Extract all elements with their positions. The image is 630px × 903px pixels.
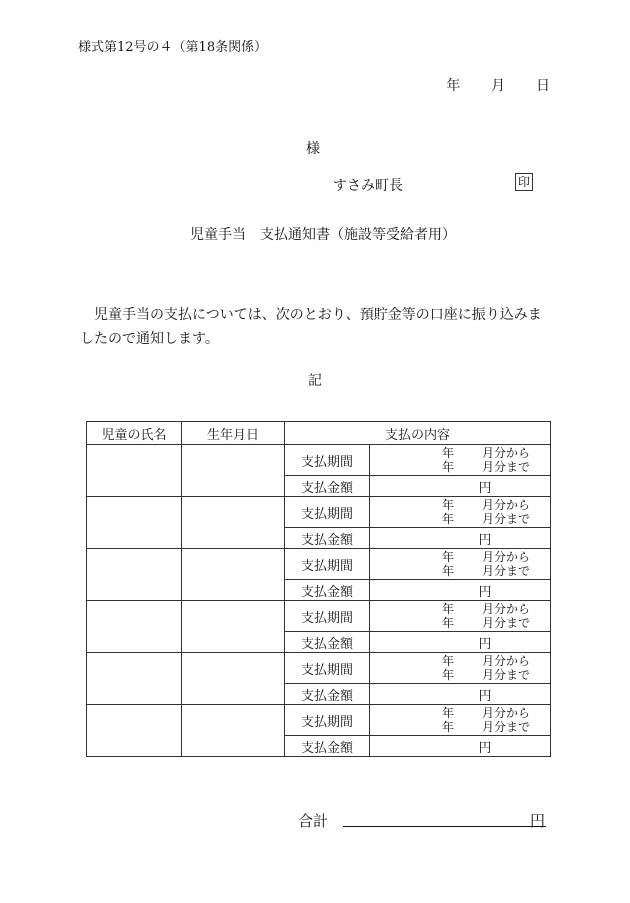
period-to [370,668,550,682]
amount-label: 支払金額 [285,632,370,653]
child-name-cell [87,653,182,705]
total-label: 合計 [298,812,329,830]
table-row [87,705,551,736]
body-text: 児童手当の支払については、次のとおり、預貯金等の口座に振り込みましたので通知します。 [80,307,542,347]
period-to-suffix: 月分まで [482,668,531,682]
period-from [370,654,550,668]
period-from-year: 年 [442,602,455,616]
total-underline [343,826,546,827]
period-to-year: 年 [442,720,455,734]
period-to [370,720,550,734]
period-to [370,512,550,526]
period-to-year: 年 [442,512,455,526]
period-from [370,706,550,720]
table-row [87,549,551,580]
table-row [87,445,551,476]
child-name-cell [87,705,182,757]
recipient-suffix: 様 [306,141,320,157]
period-label: 支払期間 [285,445,370,476]
amount-label: 支払金額 [285,736,370,757]
birthdate-cell [182,705,285,757]
period-value [370,601,551,632]
period-label: 支払期間 [285,705,370,736]
period-to [370,460,550,474]
ki-heading: 記 [308,373,322,389]
form-number: 様式第12号の４（第18条関係） [78,40,268,55]
table-row [87,601,551,632]
period-from [370,602,550,616]
period-to-suffix: 月分まで [482,616,531,630]
period-from-year: 年 [442,550,455,564]
period-to-suffix: 月分まで [482,720,531,734]
seal-mark: 印 [515,173,533,191]
amount-value: 円 [370,528,551,549]
period-from-year: 年 [442,706,455,720]
period-to-year: 年 [442,564,455,578]
period-from [370,550,550,564]
period-from-suffix: 月分から [482,602,531,616]
document-title: 児童手当 支払通知書（施設等受給者用） [190,227,456,243]
child-name-cell [87,601,182,653]
period-label: 支払期間 [285,653,370,684]
period-from [370,446,550,460]
period-from-suffix: 月分から [482,706,531,720]
period-from-year: 年 [442,654,455,668]
period-from-suffix: 月分から [482,550,531,564]
birthdate-cell [182,653,285,705]
amount-value: 円 [370,580,551,601]
child-name-cell [87,445,182,497]
header-child-name: 児童の氏名 [87,422,182,445]
period-value [370,445,551,476]
period-value [370,653,551,684]
birthdate-cell [182,497,285,549]
period-label: 支払期間 [285,497,370,528]
amount-label: 支払金額 [285,684,370,705]
date-month: 月 [491,78,506,94]
amount-value: 円 [370,476,551,497]
issuer-name: すさみ町長 [333,178,403,194]
child-name-cell [87,549,182,601]
child-name-cell [87,497,182,549]
period-value [370,705,551,736]
amount-value: 円 [370,736,551,757]
date-day: 日 [536,78,550,94]
period-to [370,564,550,578]
birthdate-cell [182,549,285,601]
period-from-year: 年 [442,446,455,460]
period-from [370,498,550,512]
header-payment-content: 支払の内容 [285,422,551,445]
table-row [87,653,551,684]
amount-value: 円 [370,632,551,653]
amount-label: 支払金額 [285,476,370,497]
period-to-suffix: 月分まで [482,460,531,474]
period-value [370,497,551,528]
period-to-year: 年 [442,668,455,682]
date-year: 年 [446,78,461,94]
period-to-suffix: 月分まで [482,564,531,578]
date-line [446,75,550,95]
period-to-year: 年 [442,616,455,630]
period-to [370,616,550,630]
total-yen: 円 [530,812,546,830]
period-from-suffix: 月分から [482,654,531,668]
table-row [87,497,551,528]
period-label: 支払期間 [285,549,370,580]
amount-label: 支払金額 [285,580,370,601]
amount-label: 支払金額 [285,528,370,549]
period-from-year: 年 [442,498,455,512]
period-to-year: 年 [442,460,455,474]
birthdate-cell [182,445,285,497]
period-value [370,549,551,580]
birthdate-cell [182,601,285,653]
payment-table [86,421,551,757]
amount-value: 円 [370,684,551,705]
period-label: 支払期間 [285,601,370,632]
header-birthdate: 生年月日 [182,422,285,445]
period-from-suffix: 月分から [482,446,531,460]
period-from-suffix: 月分から [482,498,531,512]
period-to-suffix: 月分まで [482,512,531,526]
